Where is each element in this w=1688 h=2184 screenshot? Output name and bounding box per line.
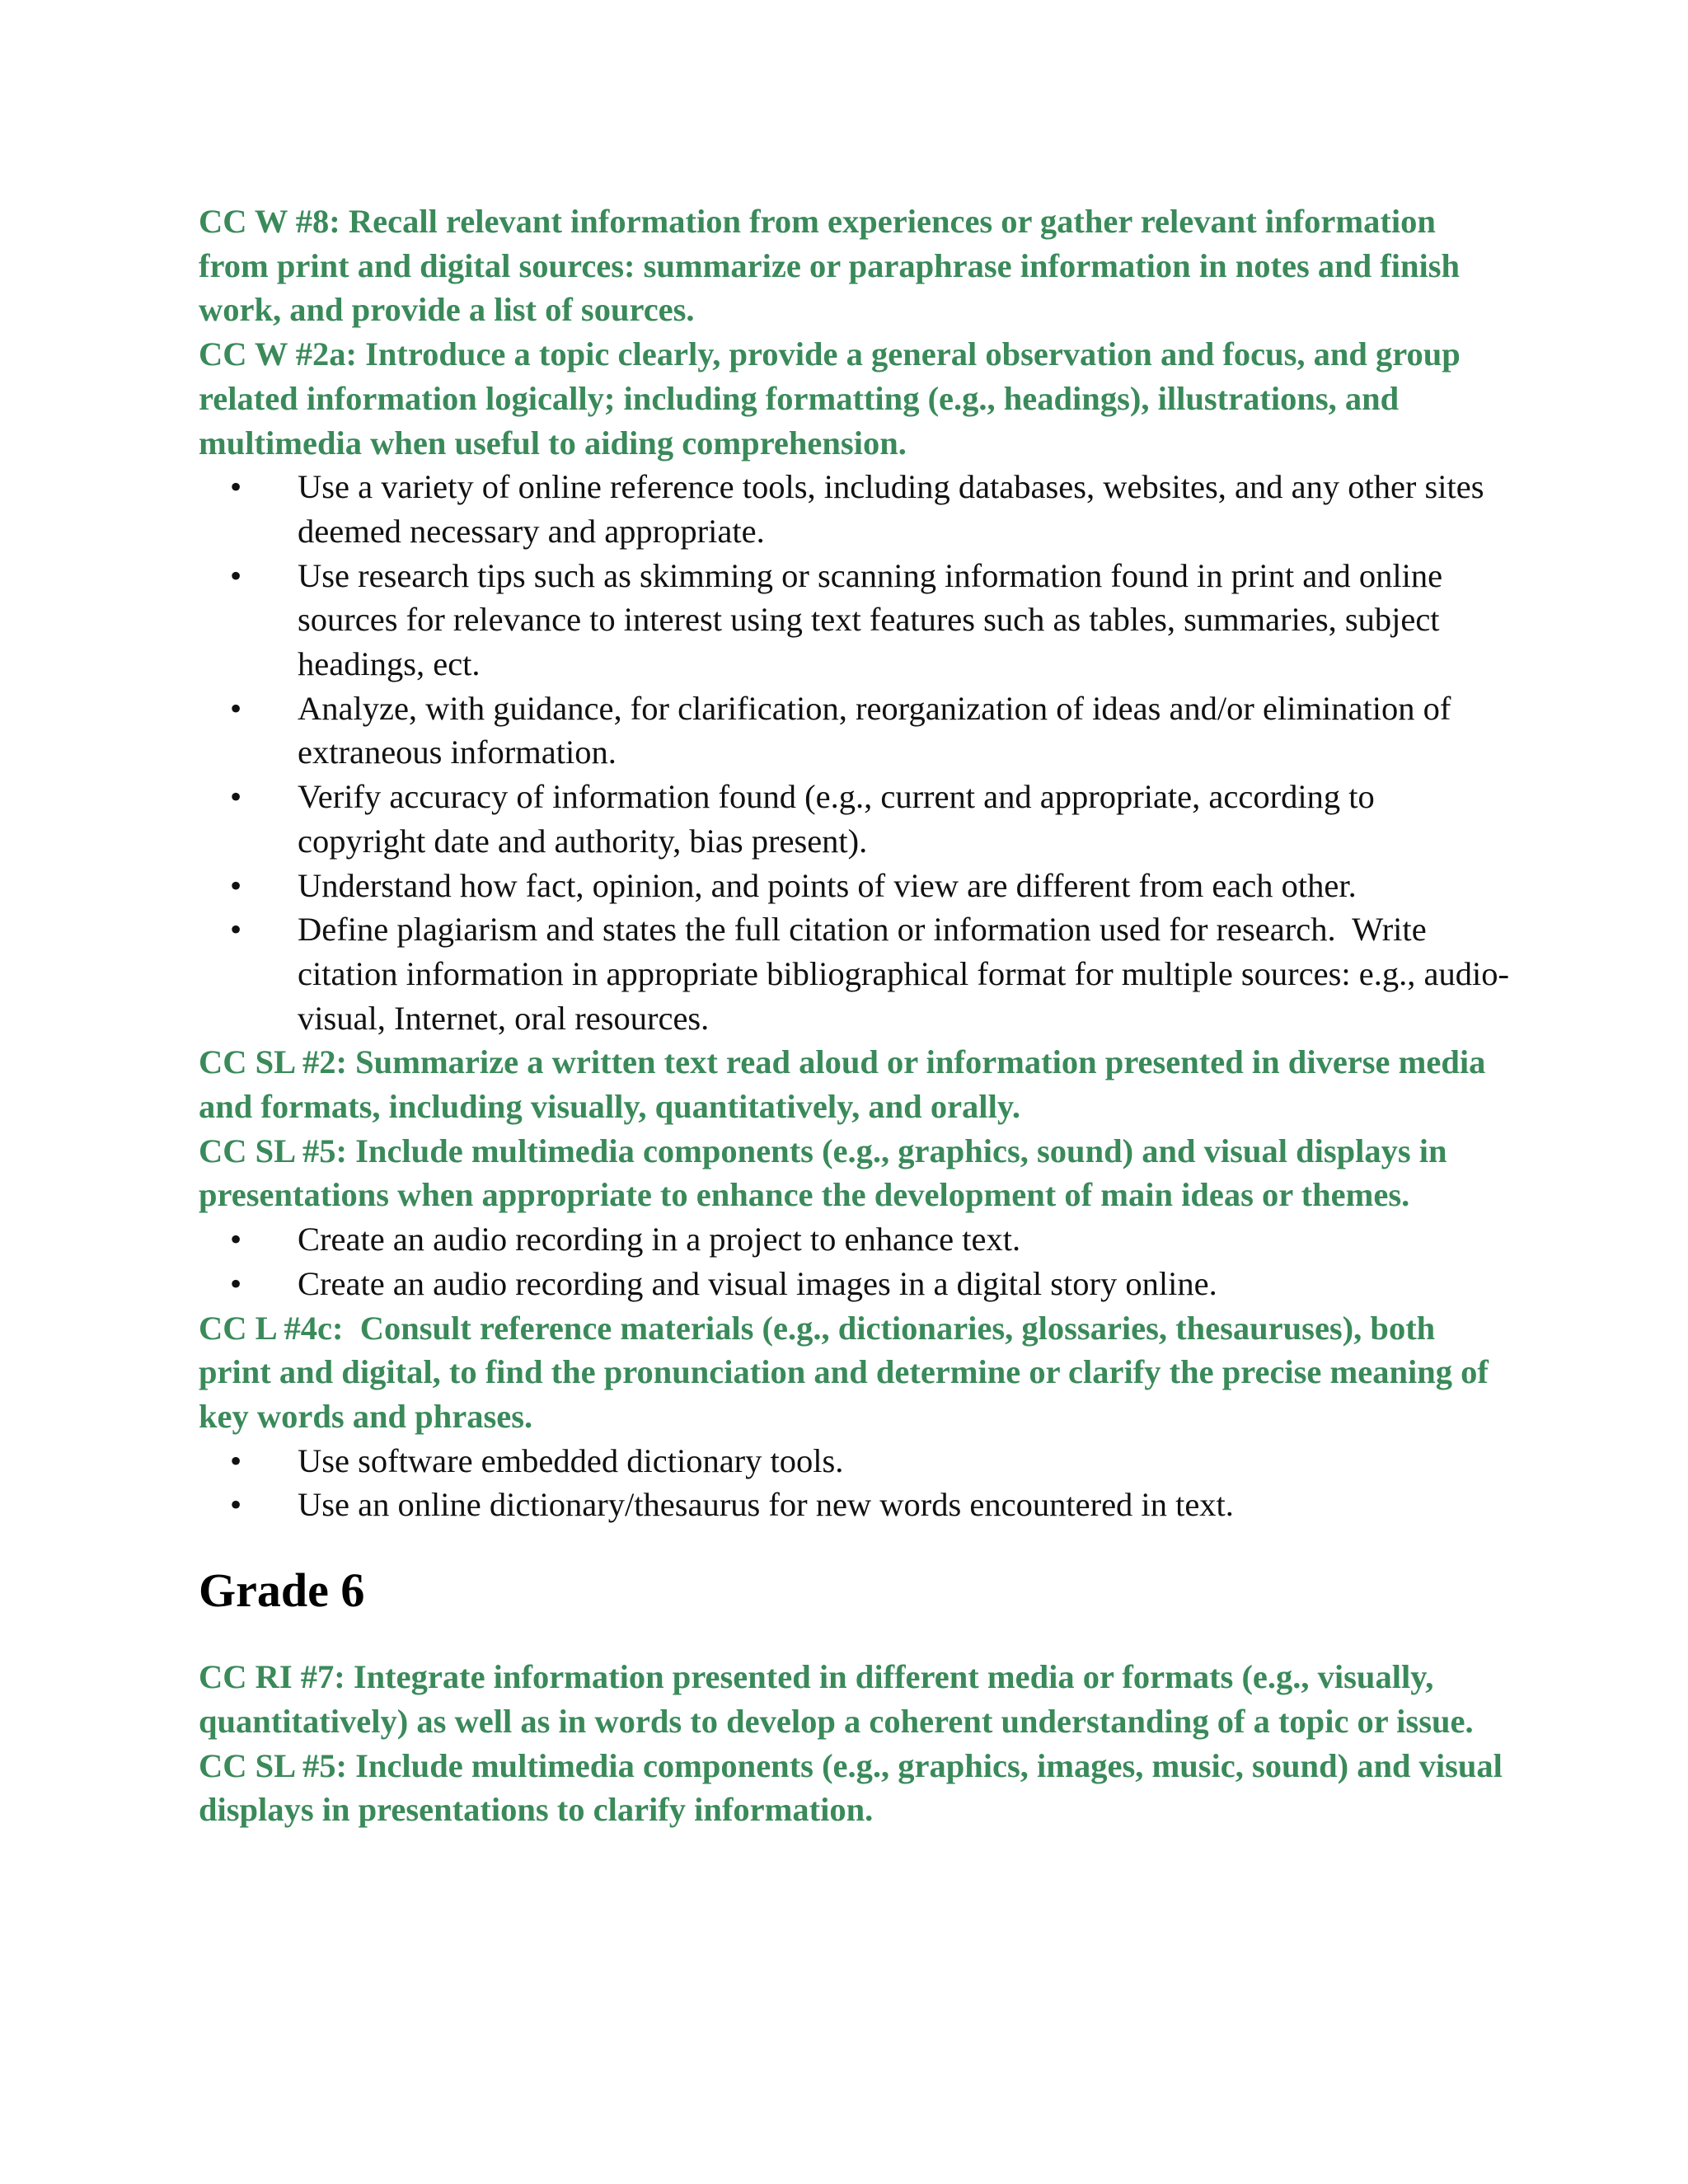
grade-heading: Grade 6 — [199, 1563, 365, 1618]
standard-w8: CC W #8: Recall relevant information from experiences or gather relevant information from print and digital sources: summarize or paraphrase information in notes and finish work, and provide a list of sources. — [199, 203, 1469, 329]
standard-w2a: CC W #2a: Introduce a topic clearly, provide a general observation and focus, and group related information logically; including formatting (e.g., headings), illustrations, and multimedia when useful to aiding comprehension. — [199, 335, 1469, 462]
list-item — [199, 1483, 1509, 1527]
list-item — [199, 1217, 1509, 1262]
list-item-text: Analyze, with guidance, for clarification, reorganization of ideas and/or elimination of extraneous information. — [298, 689, 1460, 771]
bullet-glyph: • — [230, 1264, 242, 1302]
bullet-glyph: • — [230, 1486, 242, 1524]
list-item-text: Create an audio recording in a project to enhance text. — [298, 1221, 1021, 1258]
list-item — [199, 465, 1509, 553]
dictionary-tools-list — [199, 1439, 1509, 1527]
list-item — [199, 907, 1509, 1040]
bullet-glyph: • — [230, 866, 242, 904]
bullet-glyph: • — [230, 468, 242, 506]
list-item — [199, 554, 1509, 687]
standard-sl2: CC SL #2: Summarize a written text read aloud or information presented in diverse media and formats, including visually, quantitatively, and orally. — [199, 1043, 1494, 1126]
audio-recording-list — [199, 1217, 1509, 1305]
standard-sl5-grade6: CC SL #5: Include multimedia components (e.g., graphics, images, music, sound) and visual displays in presentations to clarify information. — [199, 1746, 1512, 1829]
standard-l4c: CC L #4c: Consult reference materials (e.g., dictionaries, glossaries, thesauruses), both print and digital, to find the pronunciation and determine or clarify the precise meaning of key words and phrases. — [199, 1309, 1498, 1435]
document-page — [199, 199, 1512, 1832]
standard-sl5: CC SL #5: Include multimedia components (e.g., graphics, sound) and visual displays in presentations when appropriate to enhance the development of main ideas or themes. — [199, 1132, 1456, 1214]
bullet-glyph: • — [230, 911, 242, 949]
bullet-glyph: • — [230, 689, 242, 727]
list-item-text: Use research tips such as skimming or scanning information found in print and online sources for relevance to interest using text features such as tables, summaries, subject headings, ect. — [298, 556, 1451, 683]
list-item — [199, 1262, 1509, 1306]
standard-ri7: CC RI #7: Integrate information presented in different media or formats (e.g., visually, quantitatively) as well as in words to develop a coherent understanding of a topic or issue. — [199, 1658, 1474, 1740]
bullet-glyph: • — [230, 556, 242, 594]
research-skills-list — [199, 465, 1509, 1040]
list-item-text: Understand how fact, opinion, and points of view are different from each other. — [298, 866, 1357, 904]
bullet-glyph: • — [230, 778, 242, 816]
list-item-text: Create an audio recording and visual images in a digital story online. — [298, 1264, 1217, 1302]
list-item-text: Define plagiarism and states the full citation or information used for research. Write citation information in appropriate bibliographical format for multiple sources: e.g., audio-visual, Internet, oral resources. — [298, 911, 1509, 1037]
list-item — [199, 1439, 1509, 1483]
bullet-glyph: • — [230, 1221, 242, 1258]
bullet-glyph: • — [230, 1441, 242, 1479]
list-item — [199, 687, 1509, 775]
list-item — [199, 864, 1509, 908]
list-item-text: Use a variety of online reference tools, including databases, websites, and any other sites deemed necessary and appropriate. — [298, 468, 1493, 550]
list-item-text: Verify accuracy of information found (e.g., current and appropriate, according to copyright date and authority, bias present). — [298, 778, 1383, 860]
list-item-text: Use an online dictionary/thesaurus for new words encountered in text. — [298, 1486, 1234, 1524]
list-item — [199, 775, 1509, 863]
list-item-text: Use software embedded dictionary tools. — [298, 1441, 844, 1479]
